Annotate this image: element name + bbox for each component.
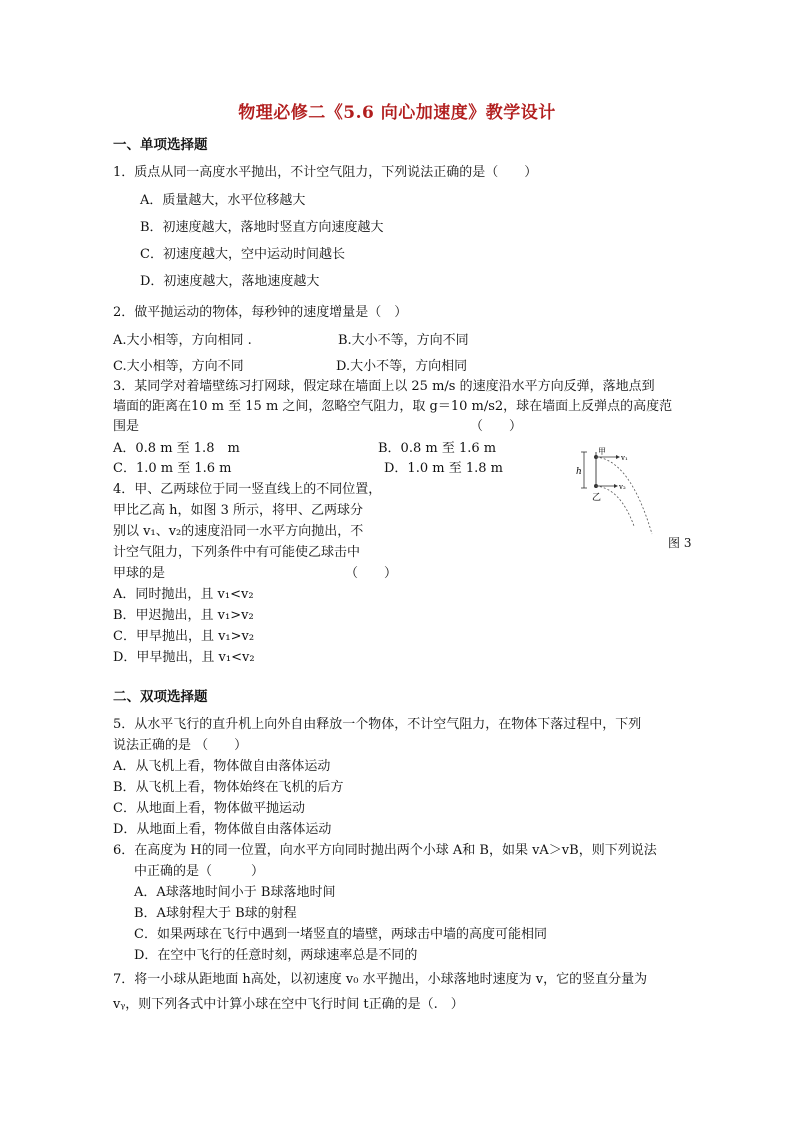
question-3-line-1: 3．某同学对着墙壁练习打网球，假定球在墙面上以 25 m/s 的速度沿水平方向反弹，落地点到 [113,379,655,394]
velocity-label-v2: v₂ [619,483,626,491]
question-1-stem: 1．质点从同一高度水平抛出，不计空气阻力，下列说法正确的是（ ） [113,165,538,180]
question-4-option-c: C．甲早抛出，且 v₁>v₂ [113,629,255,644]
question-3-option-d: D．1.0 m 至 1.8 m [384,461,503,476]
question-3-answer-paren: （ ） [470,419,523,434]
question-4-option-b: B．甲迟抛出，且 v₁>v₂ [113,608,254,623]
page-title: 物理必修二《5.6 向心加速度》教学设计 [238,103,556,123]
question-5-option-a: A．从飞机上看，物体做自由落体运动 [113,759,331,774]
question-2-option-d: D.大小不等，方向相同 [336,359,468,374]
question-4-option-a: A．同时抛出，且 v₁<v₂ [113,587,254,602]
question-4-line-4: 计空气阻力，下列条件中有可能使乙球击中 [113,545,361,560]
question-6-option-c: C．如果两球在飞行中遇到一堵竖直的墙壁，两球击中墙的高度可能相同 [134,927,547,942]
question-5-line-1: 5．从水平飞行的直升机上向外自由释放一个物体，不计空气阻力，在物体下落过程中，下列 [113,717,642,732]
question-2-option-b: B.大小不等，方向不同 [338,333,469,348]
question-6-option-d: D．在空中飞行的任意时刻，两球速率总是不同的 [134,948,418,963]
question-4-answer-paren: （ ） [345,566,398,581]
section-heading-single-choice: 一、单项选择题 [113,137,208,153]
question-4-line-5: 甲球的是 [113,566,166,581]
question-3-option-a: A．0.8 m 至 1.8 m [113,441,240,456]
question-6-line-2: 中正确的是（ ） [134,864,265,879]
velocity-arrow-v2-head [614,484,618,488]
question-5-option-c: C．从地面上看，物体做平抛运动 [113,801,305,816]
question-3-line-2: 墙面的距离在10 m 至 15 m 之间，忽略空气阻力，取 g＝10 m/s2，球在墙面上反弹点的高度范 [113,399,673,414]
question-5-option-b: B．从飞机上看，物体始终在飞机的后方 [113,780,344,795]
question-1-option-a: A．质量越大，水平位移越大 [140,193,306,208]
ball-jia-label: 甲 [598,447,606,456]
question-6-line-1: 6．在高度为 H的同一位置，向水平方向同时抛出两个小球 A和 B，如果 vA＞vB，则下列说法 [113,843,657,858]
question-4-line-2: 甲比乙高 h，如图 3 所示，将甲、乙两球分 [113,503,364,518]
trajectory-yi [596,486,634,526]
ball-yi-label: 乙 [592,493,602,503]
question-4-line-1: 4．甲、乙两球位于同一竖直线上的不同位置， [113,482,382,497]
question-1-option-b: B．初速度越大，落地时竖直方向速度越大 [140,220,384,235]
question-7-line-1: 7．将一小球从距地面 h高处，以初速度 v₀ 水平抛出，小球落地时速度为 v，它的竖直分量为 [113,972,648,987]
question-1-option-c: C．初速度越大，空中运动时间越长 [140,247,345,262]
trajectory-jia [596,457,652,534]
figure-caption: 图 3 [668,536,692,550]
question-3-option-b: B．0.8 m 至 1.6 m [378,441,497,456]
question-7-line-2: vᵧ，则下列各式中计算小球在空中飞行时间 t正确的是（. ） [113,997,464,1012]
question-3-line-3: 围是 [113,419,140,434]
question-5-line-2: 说法正确的是 （ ） [113,738,248,753]
question-1-option-d: D．初速度越大，落地速度越大 [140,274,320,289]
question-2-option-c: C.大小相等，方向不同 [113,359,244,374]
question-6-option-b: B．A球射程大于 B球的射程 [134,906,297,921]
question-3-option-c: C．1.0 m 至 1.6 m [113,461,232,476]
velocity-arrow-v1-head [616,455,620,459]
section-heading-double-choice: 二、双项选择题 [113,689,208,705]
question-6-option-a: A．A球落地时间小于 B球落地时间 [134,885,336,900]
question-2-option-a: A.大小相等，方向相同 . [113,333,252,348]
question-4-option-d: D．甲早抛出，且 v₁<v₂ [113,650,255,665]
question-5-option-d: D．从地面上看，物体做自由落体运动 [113,822,332,837]
question-4-line-3: 别以 v₁、v₂的速度沿同一水平方向抛出，不 [113,524,364,539]
question-2-stem: 2．做平抛运动的物体，每秒钟的速度增量是（ ） [113,305,408,320]
velocity-label-v1: v₁ [621,454,628,462]
height-label: h [576,467,582,477]
